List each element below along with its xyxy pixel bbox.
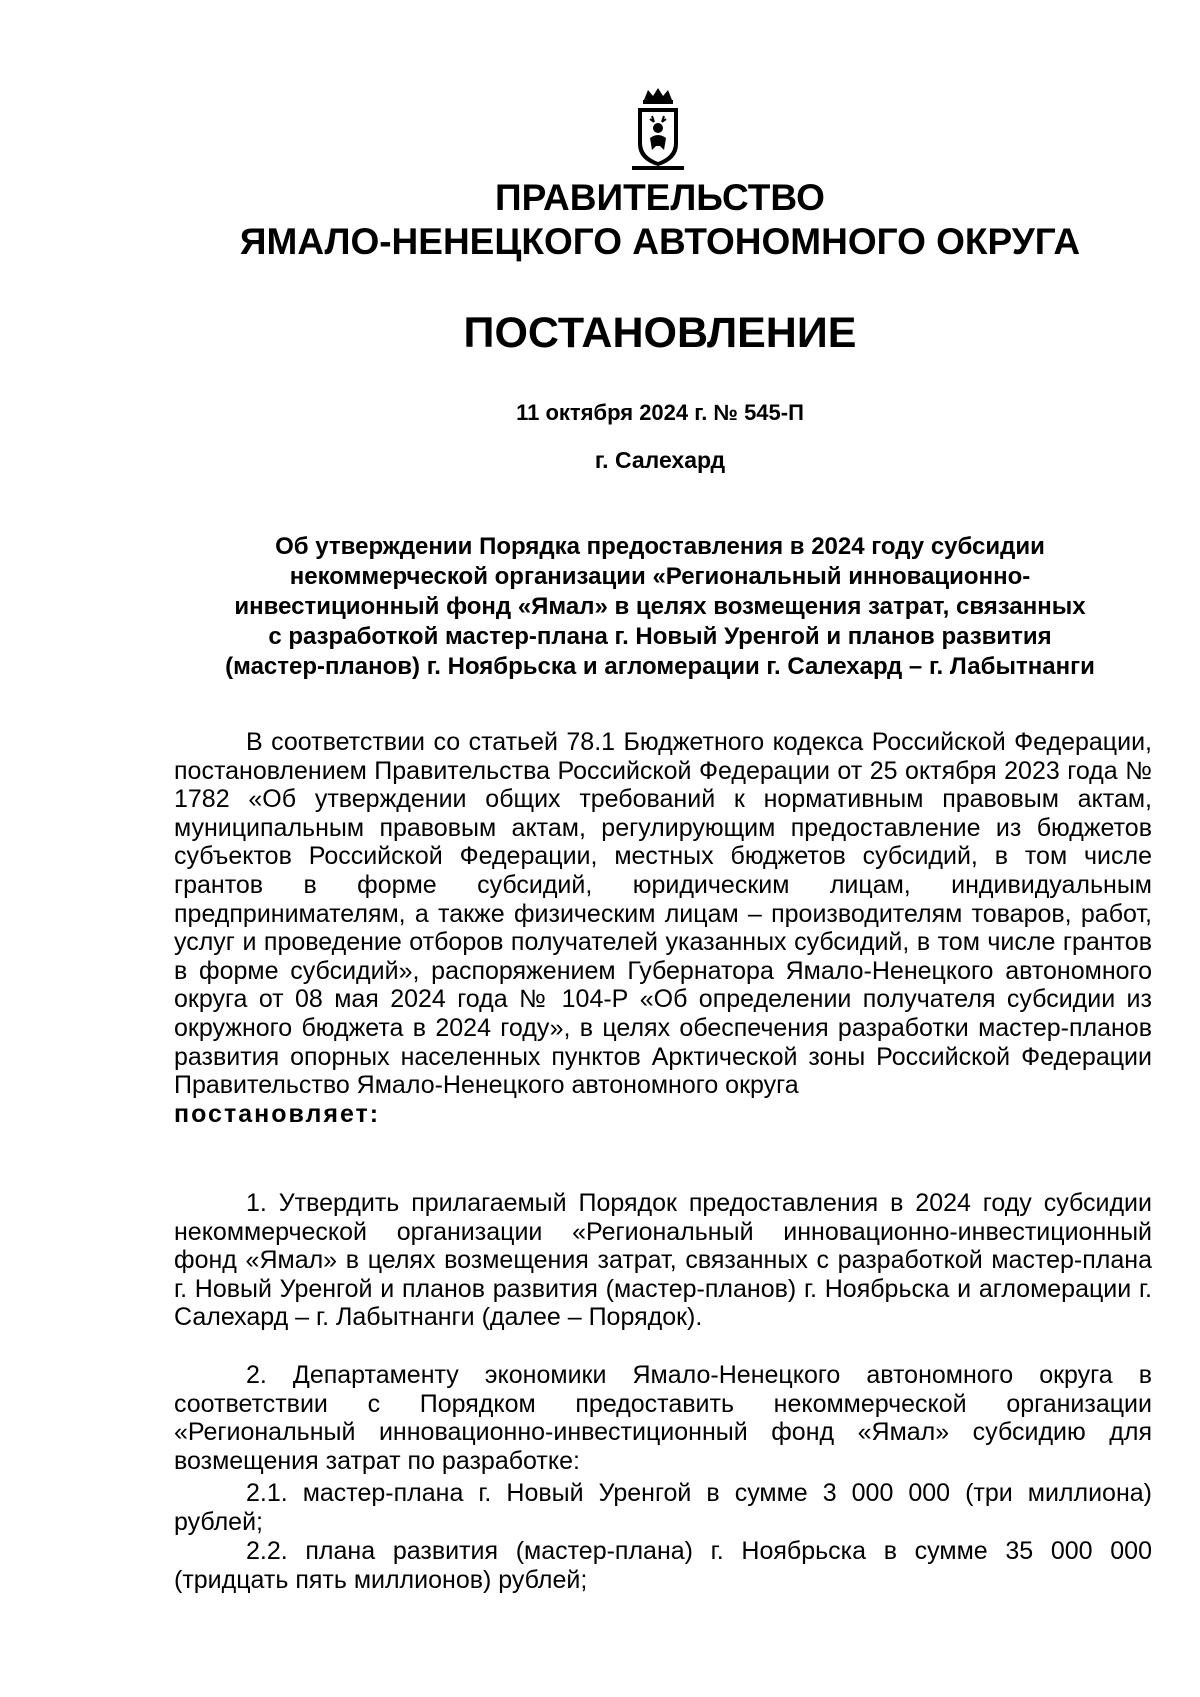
item-2-2-block: [174, 1537, 1152, 1594]
subject-line: Об утверждении Порядка предоставления в 2024 году субсидии: [275, 533, 1045, 560]
document-type-title: ПОСТАНОВЛЕНИЕ: [463, 309, 857, 357]
subject-line: некоммерческой организации «Региональный инновационно-: [289, 563, 1031, 590]
intro-paragraph-block: [174, 728, 1152, 1128]
item-2-paragraph: 2. Департаменту экономики Ямало-Ненецкого автономного округа в соответствии с Порядком предоставить некоммерческой организации «Региональный инновационно-инвестиционный фонд «Ямал» субсидию для возмещения затрат по разработке:: [174, 1361, 1152, 1475]
date-number-line: 11 октября 2024 г. № 545-П: [516, 400, 804, 425]
item-1-paragraph: 1. Утвердить прилагаемый Порядок предоставления в 2024 году субсидии некоммерческой организации «Региональный инновационно-инвестиционный фонд «Ямал» в целях возмещения затрат, связанных с разработкой мастер-плана г. Новый Уренгой и планов развития (мастер-планов) г. Ноябрьска и агломерации г. Салехард – г. Лабытнанги (далее – Порядок).: [174, 1189, 1152, 1332]
document-subject: [160, 532, 1160, 682]
item-2-1-paragraph: 2.1. мастер-плана г. Новый Уренгой в сумме 3 000 000 (три миллиона) рублей;: [174, 1479, 1152, 1536]
resolves-word: постановляет:: [174, 1099, 381, 1128]
coat-of-arms-icon: [630, 86, 686, 172]
item-2-block: [174, 1361, 1152, 1475]
intro-paragraph: [174, 728, 1152, 1128]
government-heading: ПРАВИТЕЛЬСТВО: [495, 177, 825, 218]
item-2-2-paragraph: 2.2. плана развития (мастер-плана) г. Ноябрьска в сумме 35 000 000 (тридцать пять миллионов) рублей;: [174, 1537, 1152, 1594]
region-heading: ЯМАЛО-НЕНЕЦКОГО АВТОНОМНОГО ОКРУГА: [239, 221, 1081, 262]
intro-text: В соответствии со статьей 78.1 Бюджетного кодекса Российской Федерации, постановлением Правительства Российской Федерации от 25 октября 2023 года № 1782 «Об утверждении общих требований к нормативным правовым актам, муниципальным правовым актам, регулирующим предоставление из бюджетов субъектов Российской Федерации, местных бюджетов субсидий, в том числе грантов в форме субсидий, юридическим лицам, индивидуальным предпринимателям, а также физическим лицам – производителям товаров, работ, услуг и проведение отборов получателей указанных субсидий, в том числе грантов в форме субсидий», распоряжением Губернатора Ямало-Ненецкого автономного округа от 08 мая 2024 года № 104-Р «Об определении получателя субсидии из окружного бюджета в 2024 году», в целях обеспечения разработки мастер-планов развития опорных населенных пунктов Арктической зоны Российской Федерации Правительство Ямало-Ненецкого автономного округа: [174, 728, 1152, 1100]
item-2-1-block: [174, 1479, 1152, 1536]
subject-line: с разработкой мастер-плана г. Новый Уренгой и планов развития: [268, 623, 1052, 650]
subject-line: инвестиционный фонд «Ямал» в целях возмещения затрат, связанных: [234, 593, 1086, 620]
city-line: г. Салехард: [594, 447, 726, 473]
subject-line: (мастер-планов) г. Ноябрьска и агломерации г. Салехард – г. Лабытнанги: [225, 653, 1095, 680]
item-1-block: [174, 1189, 1152, 1332]
